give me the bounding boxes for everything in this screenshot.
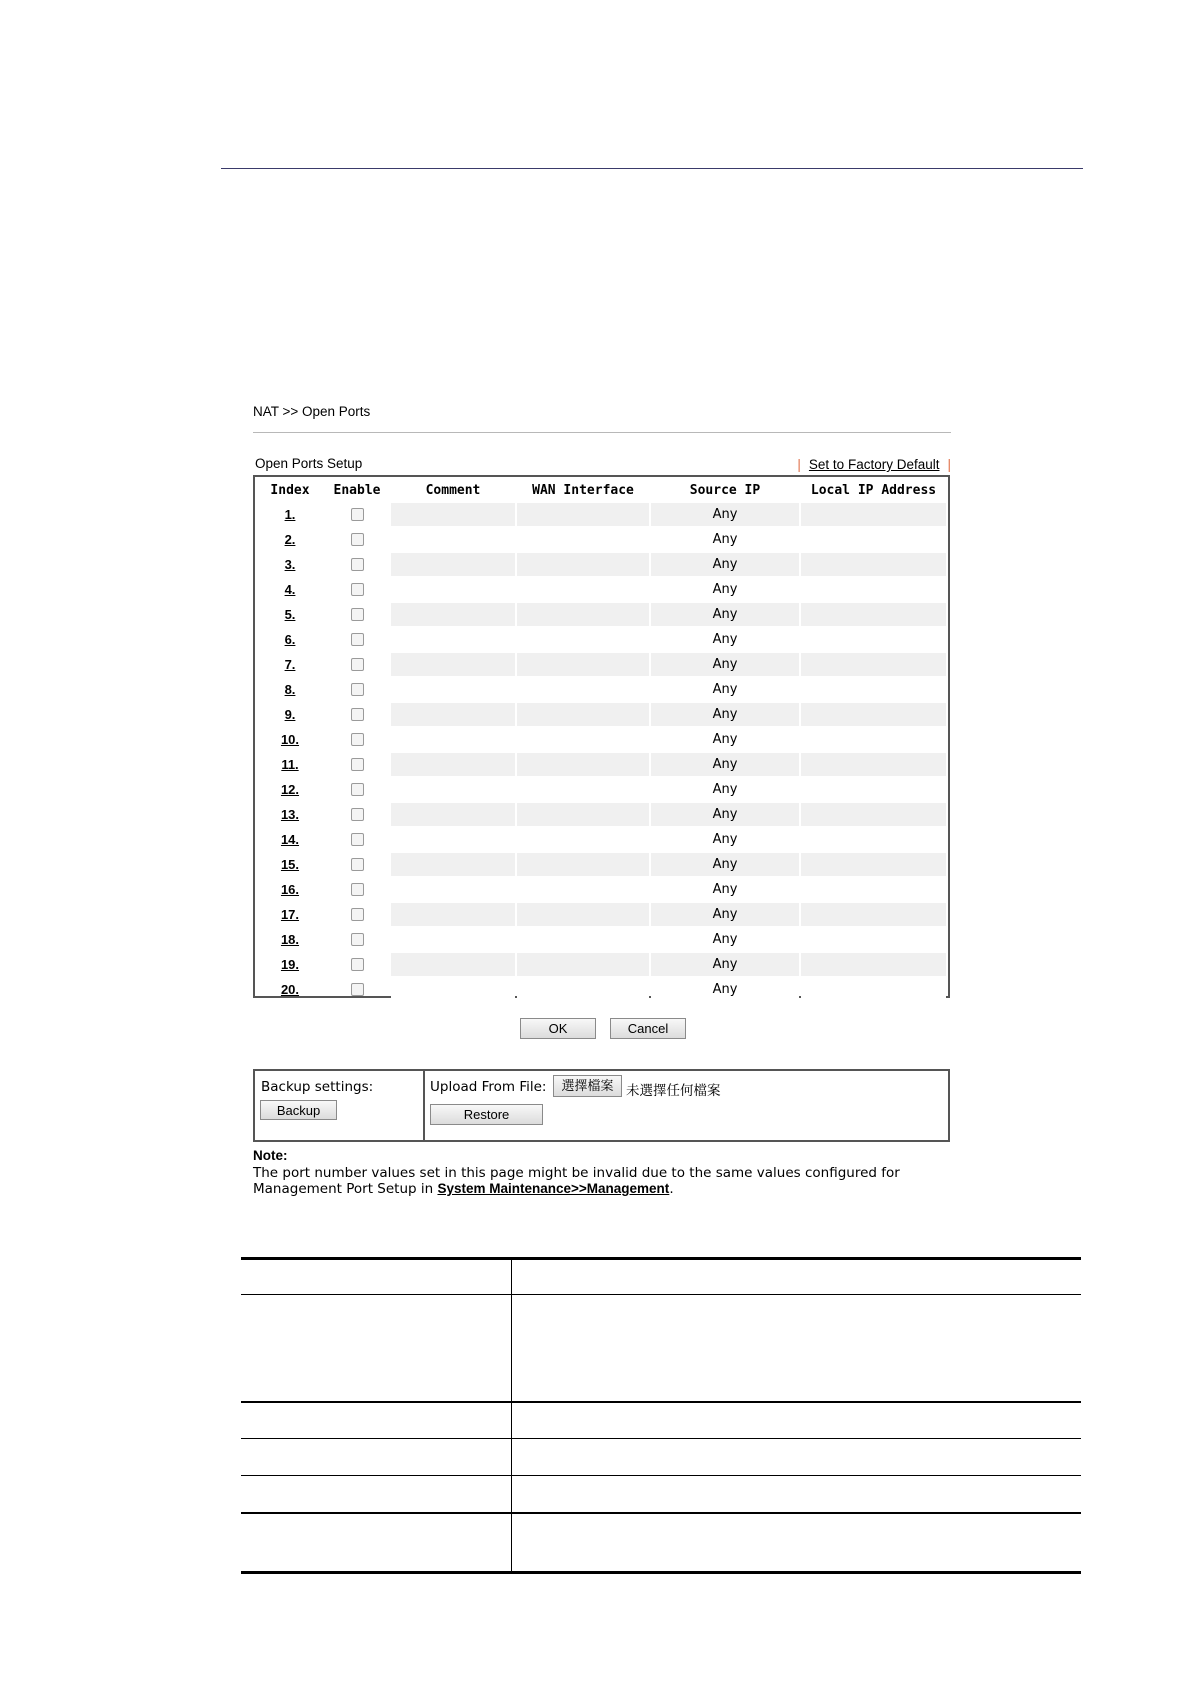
comment-cell bbox=[391, 553, 515, 576]
index-link[interactable]: 7. bbox=[284, 656, 296, 672]
enable-cell bbox=[325, 753, 389, 776]
table-row bbox=[257, 853, 946, 876]
enable-checkbox[interactable] bbox=[351, 833, 364, 846]
enable-checkbox[interactable] bbox=[351, 808, 364, 821]
index-cell bbox=[257, 928, 323, 951]
source-ip-cell: Any bbox=[651, 653, 799, 676]
enable-cell bbox=[325, 553, 389, 576]
local-ip-cell bbox=[801, 578, 946, 601]
table-row bbox=[257, 678, 946, 701]
table-row bbox=[257, 578, 946, 601]
index-link[interactable]: 6. bbox=[284, 631, 296, 647]
table-row bbox=[257, 653, 946, 676]
enable-checkbox[interactable] bbox=[351, 708, 364, 721]
index-link[interactable]: 2. bbox=[284, 531, 296, 547]
factory-default-link[interactable]: Set to Factory Default bbox=[808, 457, 940, 472]
enable-cell bbox=[325, 528, 389, 551]
enable-cell bbox=[325, 903, 389, 926]
breadcrumb-divider bbox=[253, 432, 951, 433]
wan-interface-cell bbox=[517, 878, 649, 901]
table-row bbox=[257, 728, 946, 751]
column-header-comment: Comment bbox=[425, 482, 481, 498]
index-cell bbox=[257, 978, 323, 1001]
source-ip-cell: Any bbox=[651, 953, 799, 976]
index-link[interactable]: 9. bbox=[284, 706, 296, 722]
table-row bbox=[257, 603, 946, 626]
desc-table-divider bbox=[511, 1259, 512, 1573]
index-link[interactable]: 16. bbox=[280, 881, 300, 897]
local-ip-cell bbox=[801, 678, 946, 701]
local-ip-cell bbox=[801, 703, 946, 726]
index-cell bbox=[257, 503, 323, 526]
comment-cell bbox=[391, 628, 515, 651]
column-header-local-ip: Local IP Address bbox=[810, 482, 937, 498]
wan-interface-cell bbox=[517, 778, 649, 801]
index-cell bbox=[257, 653, 323, 676]
breadcrumb: NAT >> Open Ports bbox=[253, 404, 371, 419]
local-ip-cell bbox=[801, 728, 946, 751]
enable-cell bbox=[325, 953, 389, 976]
table-row bbox=[257, 878, 946, 901]
comment-cell bbox=[391, 978, 515, 1001]
wan-interface-cell bbox=[517, 703, 649, 726]
enable-cell bbox=[325, 828, 389, 851]
table-row bbox=[257, 778, 946, 801]
table-header-row bbox=[257, 479, 946, 501]
table-body bbox=[257, 503, 946, 1001]
wan-interface-cell bbox=[517, 803, 649, 826]
enable-cell bbox=[325, 603, 389, 626]
enable-checkbox[interactable] bbox=[351, 608, 364, 621]
index-link[interactable]: 10. bbox=[280, 731, 300, 747]
section-title: Open Ports Setup bbox=[255, 456, 363, 471]
comment-cell bbox=[391, 653, 515, 676]
index-cell bbox=[257, 753, 323, 776]
enable-cell bbox=[325, 503, 389, 526]
index-cell bbox=[257, 828, 323, 851]
local-ip-cell bbox=[801, 953, 946, 976]
column-header-source-ip: Source IP bbox=[689, 482, 761, 498]
index-link[interactable]: 20. bbox=[280, 981, 300, 997]
note-text bbox=[253, 1165, 973, 1197]
backup-settings-label: Backup settings: bbox=[261, 1079, 374, 1095]
desc-table-rule bbox=[241, 1438, 1081, 1439]
source-ip-cell: Any bbox=[651, 528, 799, 551]
enable-cell bbox=[325, 628, 389, 651]
index-cell bbox=[257, 953, 323, 976]
enable-cell bbox=[325, 878, 389, 901]
table-row bbox=[257, 753, 946, 776]
column-header-index: Index bbox=[270, 482, 310, 498]
index-cell bbox=[257, 628, 323, 651]
column-header-enable: Enable bbox=[333, 482, 381, 498]
local-ip-cell bbox=[801, 828, 946, 851]
table-row bbox=[257, 628, 946, 651]
enable-cell bbox=[325, 653, 389, 676]
comment-cell bbox=[391, 578, 515, 601]
wan-interface-cell bbox=[517, 628, 649, 651]
source-ip-cell: Any bbox=[651, 503, 799, 526]
open-ports-table bbox=[255, 477, 948, 1003]
wan-interface-cell bbox=[517, 953, 649, 976]
local-ip-cell bbox=[801, 528, 946, 551]
pipe-separator: | bbox=[947, 457, 951, 472]
comment-cell bbox=[391, 603, 515, 626]
comment-cell bbox=[391, 828, 515, 851]
cancel-button[interactable]: Cancel bbox=[610, 1018, 686, 1039]
wan-interface-cell bbox=[517, 978, 649, 1001]
index-cell bbox=[257, 703, 323, 726]
index-cell bbox=[257, 553, 323, 576]
comment-cell bbox=[391, 728, 515, 751]
table-row bbox=[257, 903, 946, 926]
enable-checkbox[interactable] bbox=[351, 533, 364, 546]
source-ip-cell: Any bbox=[651, 753, 799, 776]
source-ip-cell: Any bbox=[651, 978, 799, 1001]
local-ip-cell bbox=[801, 603, 946, 626]
factory-default-area bbox=[789, 457, 951, 472]
wan-interface-cell bbox=[517, 728, 649, 751]
source-ip-cell: Any bbox=[651, 553, 799, 576]
index-link[interactable]: 5. bbox=[284, 606, 296, 622]
enable-cell bbox=[325, 853, 389, 876]
comment-cell bbox=[391, 803, 515, 826]
source-ip-cell: Any bbox=[651, 628, 799, 651]
comment-cell bbox=[391, 878, 515, 901]
index-link[interactable]: 4. bbox=[284, 581, 296, 597]
index-link[interactable]: 11. bbox=[281, 756, 299, 772]
wan-interface-cell bbox=[517, 528, 649, 551]
desc-table-rule bbox=[241, 1294, 1081, 1295]
comment-cell bbox=[391, 953, 515, 976]
index-cell bbox=[257, 853, 323, 876]
table-row bbox=[257, 828, 946, 851]
local-ip-cell bbox=[801, 903, 946, 926]
index-link[interactable]: 1. bbox=[284, 506, 296, 522]
backup-restore-panel bbox=[253, 1069, 950, 1142]
local-ip-cell bbox=[801, 553, 946, 576]
enable-checkbox[interactable] bbox=[351, 883, 364, 896]
comment-cell bbox=[391, 928, 515, 951]
note-body: The port number values set in this page might be invalid due to the same values configured for Management Port Setup in bbox=[253, 1165, 900, 1197]
table-row bbox=[257, 528, 946, 551]
enable-checkbox[interactable] bbox=[351, 658, 364, 671]
table-row bbox=[257, 953, 946, 976]
choose-file-button[interactable]: 選擇檔案 bbox=[553, 1075, 622, 1097]
enable-checkbox[interactable] bbox=[351, 733, 364, 746]
index-cell bbox=[257, 603, 323, 626]
comment-cell bbox=[391, 678, 515, 701]
comment-cell bbox=[391, 703, 515, 726]
wan-interface-cell bbox=[517, 678, 649, 701]
index-link[interactable]: 18. bbox=[280, 931, 300, 947]
index-link[interactable]: 12. bbox=[280, 781, 300, 797]
desc-table-rule bbox=[241, 1512, 1081, 1514]
enable-cell bbox=[325, 978, 389, 1001]
comment-cell bbox=[391, 528, 515, 551]
column-header-wan-interface: WAN Interface bbox=[532, 482, 634, 498]
enable-cell bbox=[325, 703, 389, 726]
index-cell bbox=[257, 778, 323, 801]
source-ip-cell: Any bbox=[651, 703, 799, 726]
source-ip-cell: Any bbox=[651, 928, 799, 951]
upload-from-file-label: Upload From File: bbox=[430, 1079, 547, 1095]
comment-cell bbox=[391, 853, 515, 876]
wan-interface-cell bbox=[517, 928, 649, 951]
no-file-chosen-text: 未選擇任何檔案 bbox=[626, 1083, 721, 1099]
table-row bbox=[257, 803, 946, 826]
index-cell bbox=[257, 678, 323, 701]
wan-interface-cell bbox=[517, 653, 649, 676]
enable-cell bbox=[325, 728, 389, 751]
index-cell bbox=[257, 803, 323, 826]
enable-checkbox[interactable] bbox=[351, 633, 364, 646]
local-ip-cell bbox=[801, 803, 946, 826]
local-ip-cell bbox=[801, 753, 946, 776]
note-end: . bbox=[669, 1181, 674, 1197]
local-ip-cell bbox=[801, 978, 946, 1001]
enable-checkbox[interactable] bbox=[351, 858, 364, 871]
index-cell bbox=[257, 728, 323, 751]
table-row bbox=[257, 928, 946, 951]
enable-checkbox[interactable] bbox=[351, 908, 364, 921]
open-ports-table-box bbox=[253, 475, 950, 998]
wan-interface-cell bbox=[517, 828, 649, 851]
enable-cell bbox=[325, 778, 389, 801]
system-maintenance-link[interactable]: System Maintenance>>Management bbox=[437, 1181, 670, 1196]
source-ip-cell: Any bbox=[651, 853, 799, 876]
enable-checkbox[interactable] bbox=[351, 958, 364, 971]
index-link[interactable]: 8. bbox=[284, 681, 296, 697]
comment-cell bbox=[391, 903, 515, 926]
table-row bbox=[257, 553, 946, 576]
desc-table-rule bbox=[241, 1257, 1081, 1260]
index-link[interactable]: 3. bbox=[284, 556, 296, 572]
wan-interface-cell bbox=[517, 503, 649, 526]
enable-checkbox[interactable] bbox=[351, 783, 364, 796]
enable-checkbox[interactable] bbox=[351, 558, 364, 571]
source-ip-cell: Any bbox=[651, 728, 799, 751]
backup-section bbox=[255, 1071, 425, 1140]
local-ip-cell bbox=[801, 853, 946, 876]
source-ip-cell: Any bbox=[651, 903, 799, 926]
ok-button[interactable]: OK bbox=[520, 1018, 596, 1039]
source-ip-cell: Any bbox=[651, 803, 799, 826]
wan-interface-cell bbox=[517, 603, 649, 626]
local-ip-cell bbox=[801, 928, 946, 951]
enable-checkbox[interactable] bbox=[351, 758, 364, 771]
wan-interface-cell bbox=[517, 553, 649, 576]
table-row bbox=[257, 703, 946, 726]
index-cell bbox=[257, 578, 323, 601]
enable-cell bbox=[325, 678, 389, 701]
source-ip-cell: Any bbox=[651, 778, 799, 801]
comment-cell bbox=[391, 778, 515, 801]
wan-interface-cell bbox=[517, 753, 649, 776]
wan-interface-cell bbox=[517, 853, 649, 876]
comment-cell bbox=[391, 753, 515, 776]
index-link[interactable]: 13. bbox=[280, 806, 300, 822]
local-ip-cell bbox=[801, 878, 946, 901]
local-ip-cell bbox=[801, 628, 946, 651]
enable-checkbox[interactable] bbox=[351, 933, 364, 946]
index-link[interactable]: 14. bbox=[280, 831, 300, 847]
desc-table-rule bbox=[241, 1401, 1081, 1403]
enable-checkbox[interactable] bbox=[351, 983, 364, 996]
index-link[interactable]: 17. bbox=[280, 906, 300, 922]
index-link[interactable]: 15. bbox=[280, 856, 300, 872]
wan-interface-cell bbox=[517, 578, 649, 601]
pipe-separator: | bbox=[797, 457, 801, 472]
source-ip-cell: Any bbox=[651, 678, 799, 701]
index-link[interactable]: 19. bbox=[280, 956, 300, 972]
index-cell bbox=[257, 903, 323, 926]
desc-table-rule bbox=[241, 1571, 1081, 1574]
desc-table-rule bbox=[241, 1475, 1081, 1476]
enable-cell bbox=[325, 928, 389, 951]
enable-checkbox[interactable] bbox=[351, 508, 364, 521]
enable-cell bbox=[325, 803, 389, 826]
table-row bbox=[257, 503, 946, 526]
source-ip-cell: Any bbox=[651, 828, 799, 851]
restore-button[interactable]: Restore bbox=[430, 1104, 543, 1125]
local-ip-cell bbox=[801, 503, 946, 526]
backup-button[interactable]: Backup bbox=[260, 1100, 337, 1120]
enable-checkbox[interactable] bbox=[351, 583, 364, 596]
local-ip-cell bbox=[801, 653, 946, 676]
source-ip-cell: Any bbox=[651, 603, 799, 626]
enable-checkbox[interactable] bbox=[351, 683, 364, 696]
table-row bbox=[257, 978, 946, 1001]
source-ip-cell: Any bbox=[651, 878, 799, 901]
comment-cell bbox=[391, 503, 515, 526]
source-ip-cell: Any bbox=[651, 578, 799, 601]
note-title: Note: bbox=[253, 1148, 288, 1163]
local-ip-cell bbox=[801, 778, 946, 801]
index-cell bbox=[257, 528, 323, 551]
wan-interface-cell bbox=[517, 903, 649, 926]
enable-cell bbox=[325, 578, 389, 601]
page-top-rule bbox=[221, 168, 1083, 169]
index-cell bbox=[257, 878, 323, 901]
